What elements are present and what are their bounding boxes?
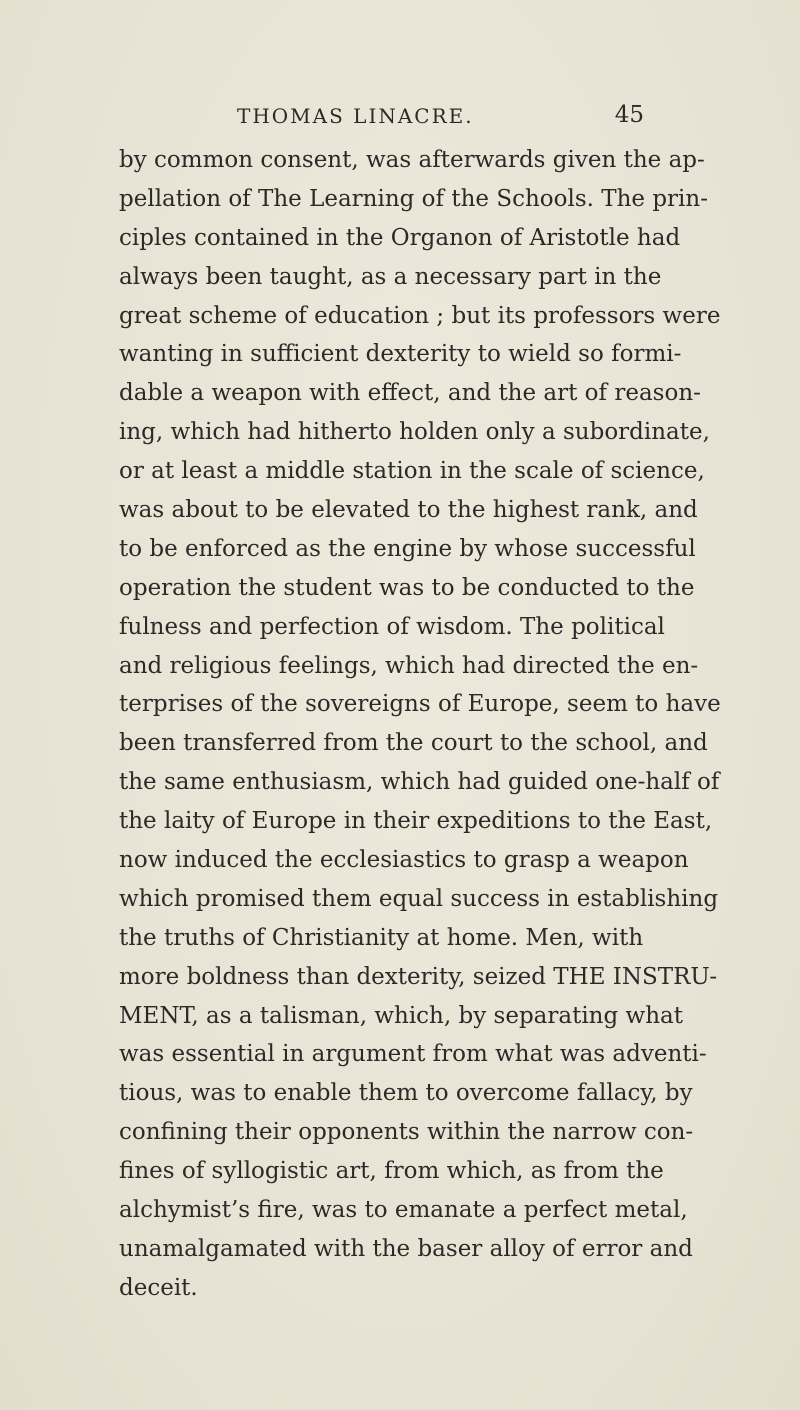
text-line: MENT, as a talisman, which, by separating what <box>119 1002 683 1029</box>
text-line: now induced the ecclesiastics to grasp a weapon <box>119 847 689 874</box>
text-line: the same enthusiasm, which had guided one-half of <box>119 769 720 796</box>
text-line: by common consent, was afterwards given the ap- <box>119 147 705 173</box>
text-line: alchymist’s fire, was to emanate a perfect metal, <box>119 1197 688 1224</box>
text-line: dable a weapon with effect, and the art of reason- <box>119 380 701 407</box>
text-line: deceit. <box>119 1274 198 1301</box>
text-line: terprises of the sovereigns of Europe, seem to have <box>119 691 721 718</box>
running-title: THOMAS LINACRE. <box>237 104 474 128</box>
text-line: pellation of The Learning of the Schools. The prin- <box>119 185 708 212</box>
text-line: the truths of Christianity at home. Men, with <box>119 924 644 951</box>
text-line: more boldness than dexterity, seized THE INSTRU- <box>119 963 718 990</box>
text-line: which promised them equal success in establishing <box>119 885 719 912</box>
text-line: the laity of Europe in their expeditions to the East, <box>119 808 713 835</box>
running-head <box>117 102 652 142</box>
text-line: tious, was to enable them to overcome fallacy, by <box>119 1080 693 1107</box>
text-line: ciples contained in the Organon of Aristotle had <box>119 224 681 251</box>
text-line: great scheme of education ; but its professors were <box>119 302 721 329</box>
text-line: been transferred from the court to the school, and <box>119 730 708 757</box>
page-number: 45 <box>614 102 644 128</box>
text-line: to be enforced as the engine by whose successful <box>119 535 696 562</box>
text-line: wanting in sufficient dexterity to wield so formi- <box>119 341 682 368</box>
text-line: and religious feelings, which had directed the en- <box>119 652 699 679</box>
body-text <box>119 141 721 1308</box>
text-line: was about to be elevated to the highest rank, and <box>119 497 698 524</box>
text-line: or at least a middle station in the scale of science, <box>119 458 705 485</box>
text-line: unamalgamated with the baser alloy of error and <box>119 1235 693 1262</box>
text-line: operation the student was to be conducted to the <box>119 574 695 601</box>
text-line: confining their opponents within the narrow con- <box>119 1119 694 1146</box>
text-line: always been taught, as a necessary part in the <box>119 263 662 290</box>
text-line: ing, which had hitherto holden only a subordinate, <box>119 419 710 446</box>
text-line: was essential in argument from what was adventi- <box>119 1041 707 1068</box>
text-line: fulness and perfection of wisdom. The political <box>119 613 665 640</box>
text-line: fines of syllogistic art, from which, as from the <box>119 1158 664 1185</box>
